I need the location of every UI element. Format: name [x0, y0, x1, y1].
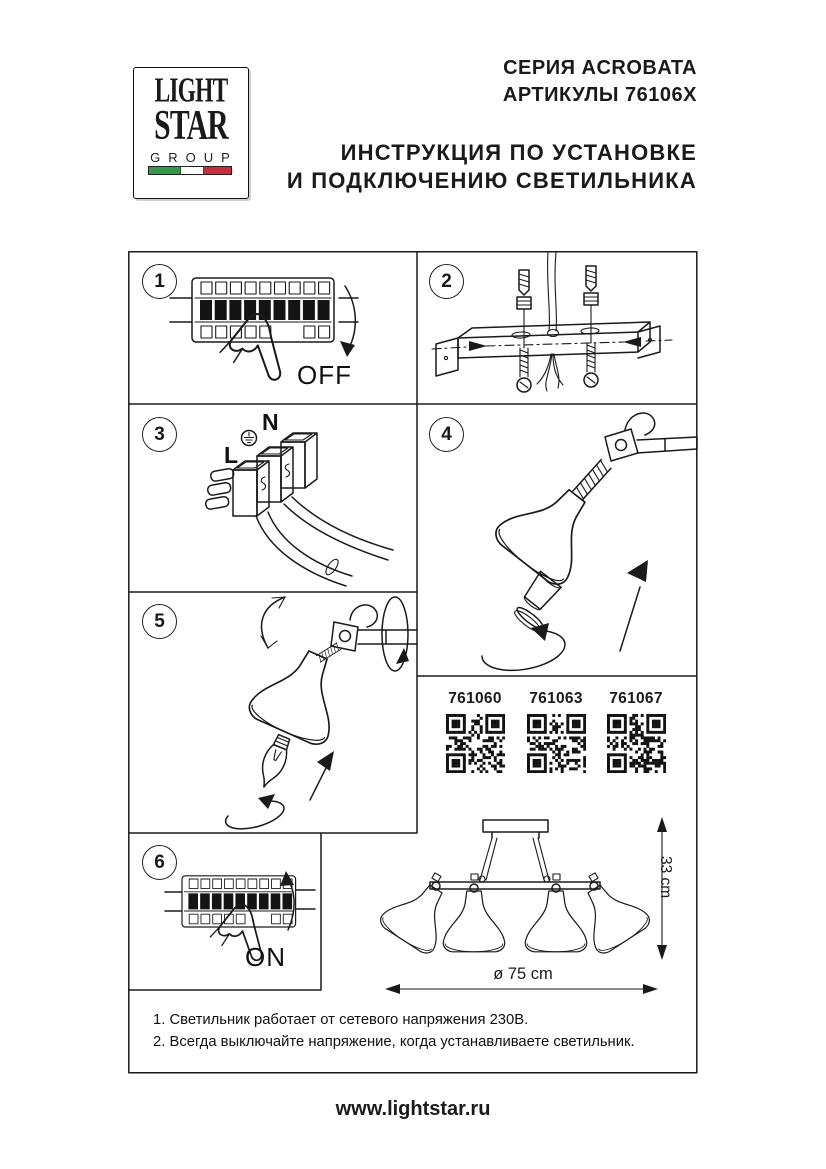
qr-item-761067 — [596, 690, 676, 773]
step6-breaker-on-drawing — [165, 871, 315, 961]
step5-number: 5 — [142, 604, 177, 639]
height-dimension-label: 33 cm — [657, 856, 674, 899]
off-caption: OFF — [297, 360, 352, 390]
step4-number: 4 — [429, 417, 464, 452]
qr-article-number: 761063 — [529, 690, 583, 707]
qr-article-number: 761060 — [448, 690, 502, 707]
step5-bulb-adjust-drawing — [226, 597, 417, 829]
articles-title: АРТИКУЛЫ 76106X — [502, 84, 697, 106]
earth-icon — [242, 431, 257, 446]
qr-code-image — [527, 714, 586, 773]
website-url: www.lightstar.ru — [335, 1098, 491, 1120]
step2-bracket-drawing — [432, 252, 672, 392]
diameter-dimension-label: ø 75 cm — [493, 965, 553, 983]
chandelier-drawing — [377, 820, 653, 957]
series-title: СЕРИЯ ACROBATA — [503, 57, 697, 79]
qr-article-number: 761067 — [609, 690, 663, 707]
logo-word-light: LIGHT — [154, 71, 228, 110]
logo-word-star: STAR — [154, 102, 228, 150]
neutral-wire-label: N — [262, 409, 279, 435]
qr-item-761060 — [435, 690, 515, 773]
note-line-1: 1. Светильник работает от сетевого напряжения 230В. — [153, 1012, 529, 1028]
instruction-title-line2: И ПОДКЛЮЧЕНИЮ СВЕТИЛЬНИКА — [286, 168, 697, 193]
step4-shade-assembly-drawing — [482, 413, 697, 670]
on-caption: ON — [245, 942, 286, 972]
qr-code-image — [446, 714, 505, 773]
note-line-2: 2. Всегда выключайте напряжение, когда устанавливаете светильник. — [153, 1034, 635, 1050]
step1-number: 1 — [142, 264, 177, 299]
qr-code-image — [607, 714, 666, 773]
step2-number: 2 — [429, 264, 464, 299]
qr-item-761063 — [516, 690, 596, 773]
logo-word-group: GROUP — [150, 150, 238, 165]
instruction-title-line1: ИНСТРУКЦИЯ ПО УСТАНОВКЕ — [340, 140, 697, 165]
step3-number: 3 — [142, 417, 177, 452]
line-wire-label: L — [224, 442, 239, 468]
step6-number: 6 — [142, 845, 177, 880]
